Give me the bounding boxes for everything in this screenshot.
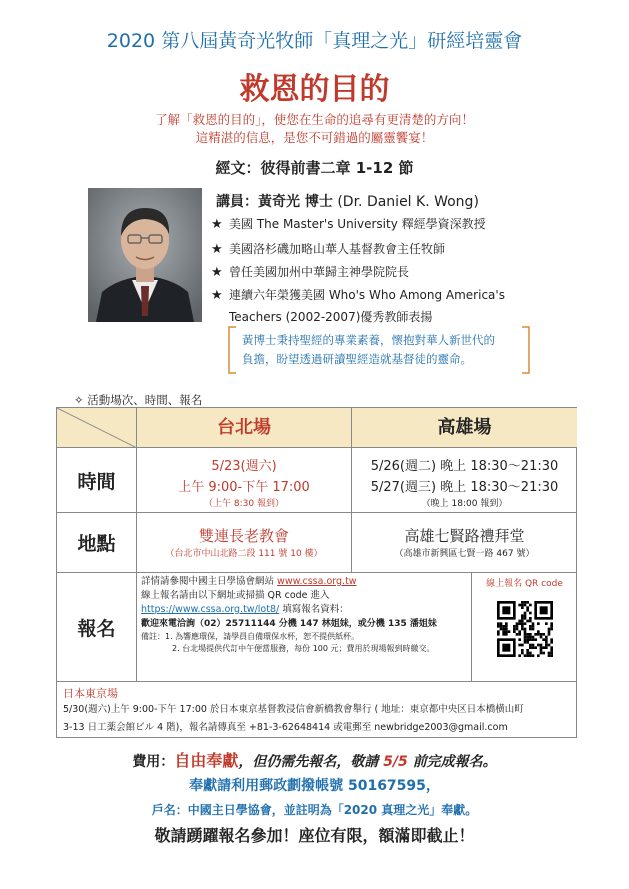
kaohsiung-checkin: （晚上 18:00 報到） xyxy=(421,499,508,509)
reg-phone: 歡迎來電洽詢（02）25711144 分機 147 林姐妹，或分機 135 潘姐妹 xyxy=(141,619,437,629)
taipei-checkin: （上午 8:30 報到） xyxy=(204,499,284,509)
kaohsiung-time-1: 5/26(週二) 晚上 18:30～21:30 xyxy=(370,459,559,474)
fee-value: 自由奉獻 xyxy=(174,751,239,770)
tokyo-title: 日本東京場 xyxy=(63,687,118,700)
speaker-name xyxy=(216,191,479,211)
kaohsiung-time-cell xyxy=(352,448,577,513)
kaohsiung-address: （高雄市新興區七賢一路 467 號） xyxy=(394,549,535,559)
speaker-photo xyxy=(88,188,202,322)
credential-item: ★ 連續六年榮獲美國 Who's Who Among America's xyxy=(211,288,505,303)
kaohsiung-venue: 高雄七賢路禮拜堂 xyxy=(404,527,525,545)
credential-item: ★ 曾任美國加州中華歸主神學院院長 xyxy=(211,265,410,280)
taipei-venue: 雙連長老教會 xyxy=(198,527,289,545)
intro-line-2: 這精湛的信息，是您不可錯過的屬靈饗宴！ xyxy=(195,130,434,145)
star-icon: ★ xyxy=(211,265,223,280)
star-icon: ★ xyxy=(211,288,223,303)
row-label-time: 時間 xyxy=(57,448,137,513)
quote-line-2: 負擔，盼望透過研讀聖經造就基督徒的靈命。 xyxy=(242,352,472,366)
star-icon: ★ xyxy=(211,217,223,232)
event-title: 2020 第八屆黃奇光牧師「真理之光」研經培靈會 xyxy=(106,30,523,52)
star-icon: ★ xyxy=(211,242,223,257)
sermon-subject: 救恩的目的 xyxy=(239,72,390,107)
row-label-place: 地點 xyxy=(57,513,137,573)
tokyo-line-2: 3-13 日工薬会館ビル 4 階)，報名請傳真至 +81-3-62648414 或電郵至 newbridge2003@gmail.com xyxy=(63,722,508,733)
speaker-label: 講員：黃奇光 博士 xyxy=(216,194,333,210)
account-line: 戶名：中國主日學協會，並註明為「2020 真理之光」奉獻。 xyxy=(151,803,478,817)
reg-line-1: 詳情請參閱中國主日學協會網站 xyxy=(141,576,275,587)
taipei-time-cell xyxy=(137,448,352,513)
taipei-address: （台北市中山北路二段 111 號 10 樓） xyxy=(165,549,323,559)
credential-item: ★ 美國洛杉磯加略山華人基督教會主任牧師 xyxy=(211,242,446,257)
giro-line: 奉獻請利用郵政劃撥帳號 50167595， xyxy=(189,778,440,794)
tokyo-line-1: 5/30(週六)上午 9:00-下午 17:00 於日本東京基督教浸信會新橋教會舉行 ( 地址：東京都中央区日本橋横山町 xyxy=(63,704,524,715)
credential-item: ★ 美國 The Master's University 釋經學資深教授 xyxy=(211,217,486,232)
qr-code[interactable] xyxy=(497,601,553,657)
row-label-register: 報名 xyxy=(57,573,137,682)
closing-line: 敬請踴躍報名參加！座位有限，額滿即截止！ xyxy=(154,826,475,845)
registration-url-link[interactable]: https://www.cssa.org.tw/lot8/ xyxy=(141,604,280,615)
fee-line xyxy=(0,748,629,771)
qr-label: 線上報名 QR code xyxy=(486,579,563,589)
fee-label: 費用： xyxy=(132,754,175,770)
cssa-website-link[interactable]: www.cssa.org.tw xyxy=(277,576,357,587)
taipei-place-cell xyxy=(137,513,352,573)
taipei-date: 5/23(週六) xyxy=(211,459,277,474)
intro-line-1: 了解「救恩的目的」，使您在生命的追尋有更清楚的方向！ xyxy=(155,112,474,127)
credential-continuation: Teachers (2002-2007)優秀教師表揚 xyxy=(229,310,433,324)
reg-fill: 填寫報名資料： xyxy=(282,604,349,615)
schedule-heading: ✧ 活動場次、時間、報名 xyxy=(74,393,203,407)
table-corner xyxy=(57,408,137,448)
fee-rest: ，但仍需先報名，敬請 xyxy=(238,754,379,770)
qr-code-cell xyxy=(472,573,577,682)
reg-note-1: 備註：1. 為響應環保，請學員自備環保水杯，恕不提供紙杯。 xyxy=(141,632,360,641)
reg-note-2: 2. 台北場提供代訂中午便當服務，每份 100 元；費用於現場報到時繳交。 xyxy=(172,644,435,653)
fee-date: 5/5 xyxy=(383,754,408,770)
kaohsiung-place-cell xyxy=(352,513,577,573)
scripture-reference: 經文：彼得前書二章 1-12 節 xyxy=(215,159,414,177)
tokyo-session xyxy=(56,682,577,738)
taipei-time: 上午 9:00-下午 17:00 xyxy=(178,480,310,495)
registration-info-cell xyxy=(137,573,472,682)
reg-line-2: 線上報名請由以下網址或掃描 QR code 進入 xyxy=(141,590,330,601)
speaker-english-name: (Dr. Daniel K. Wong) xyxy=(337,194,479,210)
schedule-table xyxy=(56,407,577,682)
fee-end: 前完成報名。 xyxy=(412,754,497,770)
kaohsiung-time-2: 5/27(週三) 晚上 18:30～21:30 xyxy=(370,480,559,495)
column-kaohsiung: 高雄場 xyxy=(352,408,577,448)
quote-line-1: 黃博士秉持聖經的專業素養，懷抱對華人新世代的 xyxy=(242,333,495,347)
speaker-quote xyxy=(228,326,530,374)
column-taipei: 台北場 xyxy=(137,408,352,448)
